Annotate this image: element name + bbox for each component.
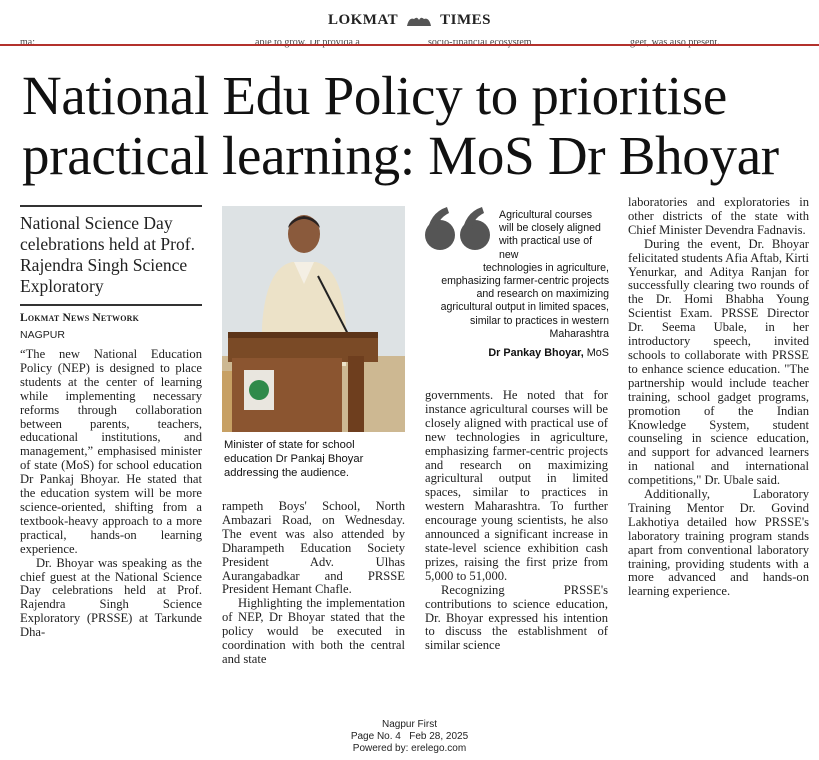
- column-4: [628, 196, 809, 599]
- column-3: [425, 389, 608, 653]
- masthead-right: TIMES: [440, 12, 492, 28]
- photo-caption: Minister of state for school education Dr Pankaj Bhoyar addressing the audience.: [224, 439, 364, 479]
- footer-powered-by: Powered by: erelego.com: [352, 743, 467, 754]
- subhead-top-rule: [20, 205, 202, 207]
- paragraph: Additionally, Laboratory Training Mentor Dr. Govind Lakhotiya detailed how PRSSE's laboratory training program stands apart from conventional laboratory training, providing students with a more advanced and hands-on learning experience.: [628, 487, 809, 599]
- pullquote-text: Agricultural courses will be closely aligned with practical use of new technologies in agriculture, emphasizing farmer-centric projects and research on maximizing agricultural output in limited spaces, similar to practices in western Maharashtra: [440, 209, 609, 340]
- masthead-left: LOKMAT: [327, 12, 398, 28]
- paragraph: During the event, Dr. Bhoyar felicitated students Afia Aftab, Kirti Yenurkar, and Aditya Ranjan for successfully clearing two rounds of the Dr. Homi Bhabha Young Scientist Exam. PRSSE Director Dr. Seema Ubale, in her introductory speech, invited schools to collaborate with PRSSE to enhance science education. "The partnership would include teacher training, school gadget programs, promotion of the Indian Knowledge System, student counseling in science education, and support for advanced learners in national and international competitions," Dr. Ubale said.: [628, 236, 809, 488]
- paragraph: Highlighting the implementation of NEP, Dr Bhoyar stated that the policy would be executed in coordination with both the central and state: [222, 596, 405, 666]
- paragraph: Recognizing PRSSE's contributions to science education, Dr. Bhoyar expressed his intention to discuss the establishment of similar science: [425, 582, 608, 653]
- subhead-bottom-rule: [20, 304, 202, 306]
- pullquote-attribution: Dr Pankay Bhoyar, MoS: [488, 347, 609, 359]
- speaker-illustration-icon: [222, 206, 405, 432]
- page-footer: [300, 719, 519, 755]
- top-rule: [0, 44, 819, 46]
- column-1: [20, 348, 202, 640]
- masthead: [0, 12, 819, 29]
- paragraph: rampeth Boys' School, North Ambazari Road, on Wednesday. The event was also attended by Dharampeth Education Society President Adv. Ulhas Aurangabadkar and PRSSE President Hemant Chafle.: [222, 499, 405, 597]
- dateline: NAGPUR: [20, 329, 65, 341]
- paragraph: laboratories and exploratories in other districts of the state with Chief Minister Devendra Fadnavis.: [628, 195, 809, 237]
- byline: Lokmat News Network: [20, 312, 140, 324]
- minister-photo: [222, 206, 405, 432]
- column-2: [222, 500, 405, 667]
- paragraph: “The new National Education Policy (NEP) is designed to place students at the center of learning while implementing necessary reforms through collaboration between parents, teachers, educational institutions, and management,” emphasised minister of state (MoS) for school education Dr Pankaj Bhoyar. He stated that the education system will be more science-oriented, shifting from a textbook-heavy approach to a more practical, hands-on learning experience.: [20, 347, 202, 556]
- footer-edition: Nagpur First: [381, 719, 437, 730]
- lion-emblem-icon: [405, 15, 433, 27]
- headline: National Edu Policy to prioritise practical learning: MoS Dr Bhoyar: [22, 65, 779, 186]
- subhead: National Science Day celebrations held at Prof. Rajendra Singh Science Exploratory: [20, 213, 195, 296]
- paragraph: Dr. Bhoyar was speaking as the chief guest at the National Science Day celebrations held at Prof. Rajendra Singh Science Exploratory (PRSSE) at Tarkunde Dha-: [20, 555, 202, 640]
- paragraph: governments. He noted that for instance agricultural courses will be closely aligned with practical use of new technologies in agriculture, emphasizing farmer-centric projects and research on maximizing agricultural output in limited spaces, similar to practices in western Maharashtra. To further encourage young scientists, he also announced a significant increase in state-level science exhibition cash prizes, raising the first prize from 5,000 to 51,000.: [425, 388, 608, 583]
- footer-page-date: Page No. 4 Feb 28, 2025: [350, 731, 469, 742]
